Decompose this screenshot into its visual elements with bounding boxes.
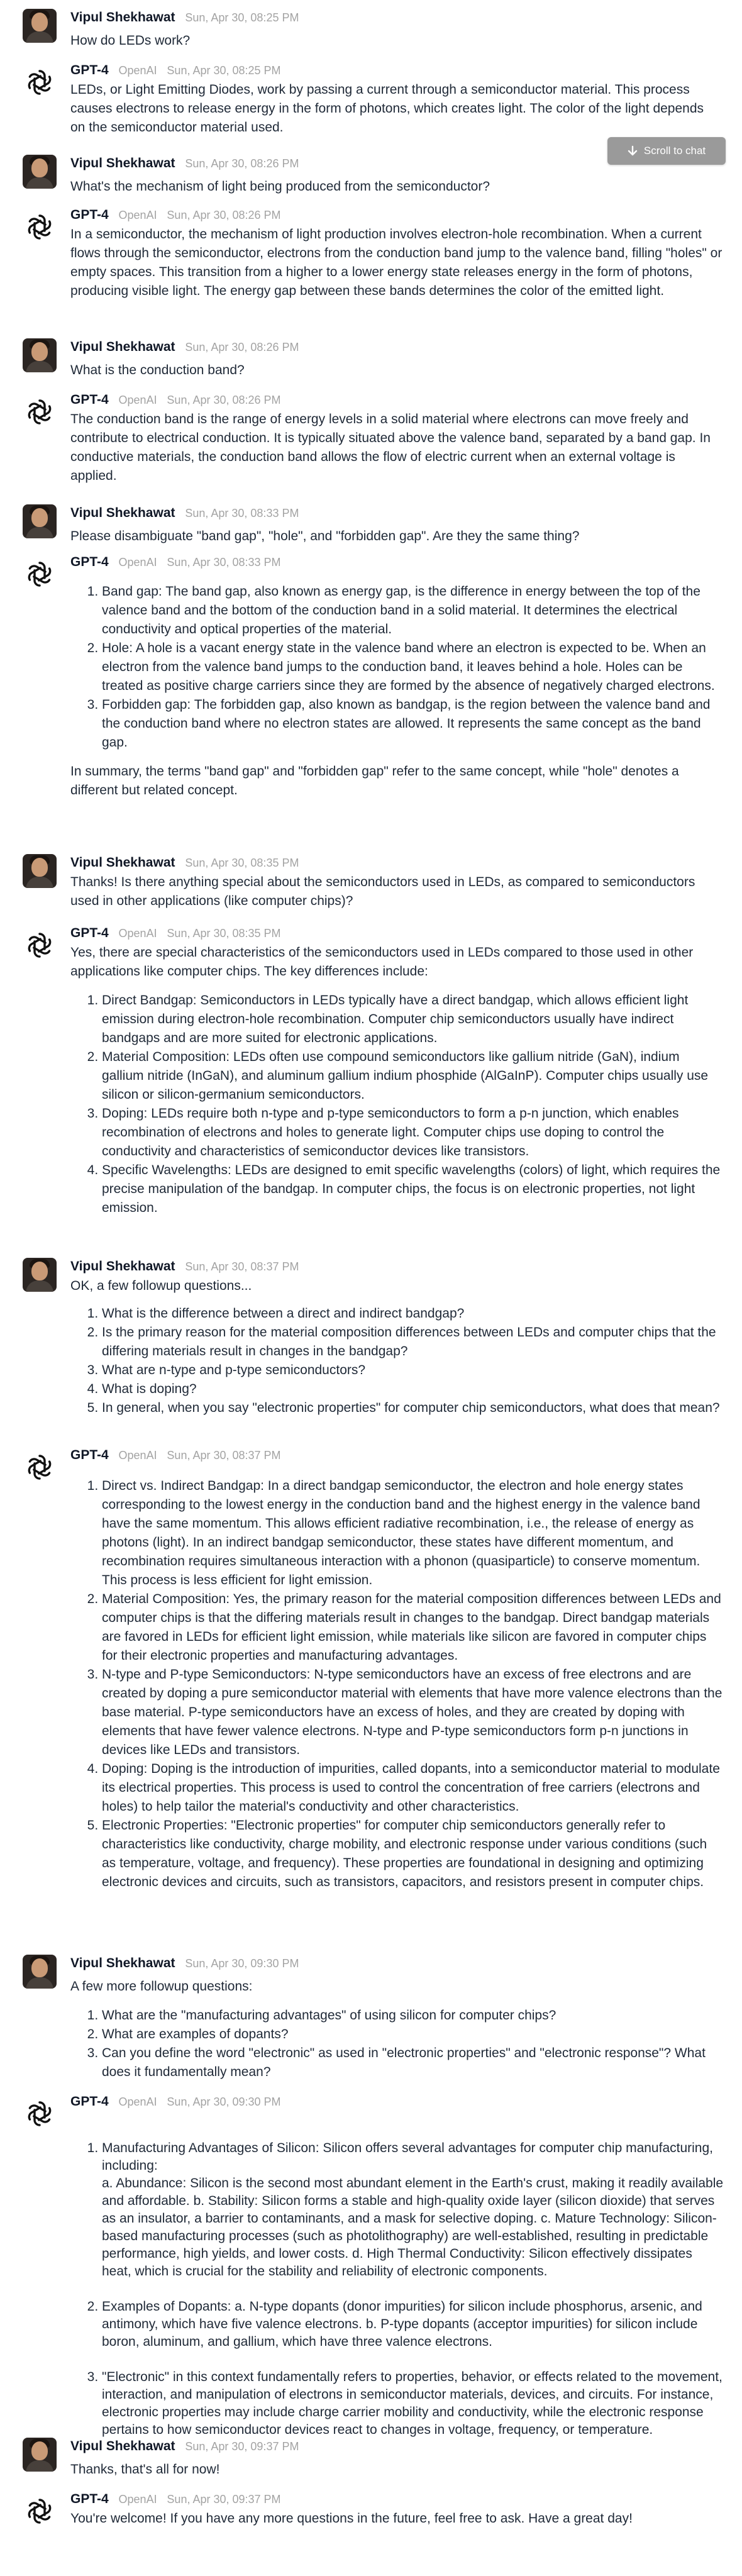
numbered-list [70,1477,724,1892]
avatar [23,1258,57,1292]
timestamp: Sun, Apr 30, 08:35 PM [185,857,299,869]
list-item: 2. Examples of Dopants: a. N-type dopants (donor impurities) for silicon include phosphorus, arsenic, and antimony, which have five valence electrons. b. P-type dopants (acceptor impurities) for silicon include boron, aluminum, and gallium, which have three valence electrons. [102,2298,724,2351]
numbered-list [70,2006,724,2082]
list-item: 2. Is the primary reason for the material composition differences between LEDs and computer chips that the differing materials result in changes in the bandgap? [102,1323,724,1361]
message-paragraph: Thanks, that's all for now! [70,2462,220,2477]
list-item: 3. Forbidden gap: The forbidden gap, also known as bandgap, is the region between the valence band and the conduction band where no electron states are allowed. It represents the same concept as the band gap. [102,696,724,752]
list-item: 2. What are examples of dopants? [102,2025,724,2044]
list-item: 1. Direct Bandgap: Semiconductors in LEDs typically have a direct bandgap, which allows efficient light emission during electron-hole recombination. Computer chip semiconductors usually have indirect bandgaps and are more suited for electronic applications. [102,991,724,1048]
message-header [70,392,281,408]
message-header [70,63,281,78]
message-paragraph: In summary, the terms "band gap" and "forbidden gap" refer to the same concept, while "hole" denotes a different but related concept. [70,764,679,797]
numbered-list [70,1304,724,1418]
arrow-down-icon [628,145,638,157]
message-body [70,527,724,546]
message-header [70,1956,299,1971]
timestamp: Sun, Apr 30, 08:37 PM [185,1260,299,1273]
timestamp: Sun, Apr 30, 08:26 PM [167,394,281,406]
list-item: 1. What is the difference between a direct and indirect bandgap? [102,1304,724,1323]
author-name: GPT-4 [70,63,109,77]
author-name: GPT-4 [70,1448,109,1462]
avatar [23,504,57,538]
author-name: GPT-4 [70,2492,109,2506]
message-header [70,10,299,25]
list-item: 4. What is doping? [102,1380,724,1399]
message-header [70,555,281,570]
list-item: 4. Specific Wavelengths: LEDs are designed to emit specific wavelengths (colors) of light, which requires the precise manipulation of the bandgap. In computer chips, the focus is on electronic properties, not light emission. [102,1161,724,1218]
author-name: GPT-4 [70,2094,109,2109]
list-item: 3. What are n-type and p-type semiconductors? [102,1361,724,1380]
message-paragraph: How do LEDs work? [70,33,191,48]
message-header [70,156,299,171]
avatar [23,1450,57,1484]
avatar [23,2097,57,2131]
scroll-to-chat-label: Scroll to chat [643,145,706,157]
author-name: Vipul Shekhawat [70,156,175,170]
message-paragraph: OK, a few followup questions... [70,1279,252,1293]
message-header [70,340,299,355]
list-item: 2. Hole: A hole is a vacant energy state in the valence band where an electron is expected to be. When an electron from the valence band jumps to the conduction band, it leaves behind a hole. Holes can be treated as positive charge carriers since they are formed by the absence of negatively charged electrons. [102,639,724,696]
list-item: 2. Material Composition: Yes, the primary reason for the material composition differences between LEDs and computer chips is that the differing materials result in changes to the bandgap. Direct bandgap materials are favored in LEDs for efficient light emission, while materials like silicon are favored in computer chips for their electronic properties and manufacturing advantages. [102,1590,724,1665]
message-paragraph: The conduction band is the range of energy levels in a solid material where electrons can move freely and contribute to electrical conduction. It is typically situated above the valence band, separated by a band gap. In conductive materials, the conduction band allows the flow of electric current when an external voltage is applied. [70,412,711,483]
openai-logo-icon [23,557,57,591]
timestamp: Sun, Apr 30, 09:30 PM [167,2096,281,2108]
author-name: Vipul Shekhawat [70,10,175,25]
message-body [70,177,724,196]
author-role: OpenAI [118,556,157,569]
avatar [23,210,57,244]
avatar [23,2438,57,2472]
timestamp: Sun, Apr 30, 09:30 PM [185,1957,299,1970]
list-item: 1. Direct vs. Indirect Bandgap: In a direct bandgap semiconductor, the electron and hole energy states corresponding to the lowest energy in the conduction band and the highest energy in the valence band have the same momentum. This allows efficient radiative recombination, i.e., the release of energy as photons (light). In an indirect bandgap semiconductor, these states have different momentum, and recombination requires simultaneous interaction with a phonon (quasiparticle) to conserve momentum. This process is less efficient for light emission. [102,1477,724,1590]
message-body [70,361,724,380]
author-name: Vipul Shekhawat [70,340,175,354]
author-name: GPT-4 [70,208,109,222]
timestamp: Sun, Apr 30, 08:37 PM [167,1449,281,1462]
message-header [70,1448,281,1463]
message-body [70,1277,724,1418]
numbered-list [70,991,724,1218]
author-name: Vipul Shekhawat [70,855,175,870]
timestamp: Sun, Apr 30, 08:26 PM [167,209,281,221]
list-item: 1. What are the "manufacturing advantages" of using silicon for computer chips? [102,2006,724,2025]
openai-logo-icon [23,928,57,962]
message-header [70,506,299,521]
numbered-list [70,582,724,752]
author-name: Vipul Shekhawat [70,506,175,520]
author-name: Vipul Shekhawat [70,1259,175,1274]
timestamp: Sun, Apr 30, 08:33 PM [185,507,299,519]
message-header [70,2094,281,2109]
message-header [70,855,299,870]
timestamp: Sun, Apr 30, 08:25 PM [167,64,281,77]
avatar [23,338,57,372]
list-item: 2. Material Composition: LEDs often use compound semiconductors like gallium nitride (GaN), indium gallium nitride (InGaN), and aluminum gallium indium phosphide (AlGaInP). Computer chips usually use silicon or silicon-germanium semiconductors. [102,1048,724,1104]
message-paragraph: LEDs, or Light Emitting Diodes, work by passing a current through a semiconductor material. This process causes electrons to release energy in the form of photons, which creates light. The color of the light depends on the semiconductor material used. [70,82,704,135]
avatar [23,928,57,962]
list-item: 3. Can you define the word "electronic" as used in "electronic properties" and "electronic response"? What does it fundamentally mean? [102,2044,724,2082]
message-body [70,2460,724,2479]
list-item: 5. In general, when you say "electronic properties" for computer chip semiconductors, what does that mean? [102,1399,724,1418]
message-header [70,2439,299,2454]
list-item: 4. Doping: Doping is the introduction of impurities, called dopants, into a semiconductor material to modulate its electrical properties. This process is used to control the concentration of free carriers (electrons and holes) to help tailor the material's conductivity and other characteristics. [102,1760,724,1816]
author-name: Vipul Shekhawat [70,2439,175,2453]
author-name: GPT-4 [70,555,109,569]
author-role: OpenAI [118,64,157,77]
list-item: 1. Manufacturing Advantages of Silicon: Silicon offers several advantages for computer chip manufacturing, including: a. Abundance: Silicon is the second most abundant element in the Earth's crust, making it readily available and affordable. b. Stability: Silicon forms a stable and high-quality oxide layer (silicon dioxide) that serves as an insulator, a barrier to contaminants, and a mask for selective doping. c. Mature Technology: Silicon-based manufacturing processes (such as photolithography) are well-established, resulting in predictable performance, high yields, and lower costs. d. High Thermal Conductivity: Silicon effectively dissipates heat, which is crucial for the stability and reliability of electronic components. [102,2140,724,2280]
openai-logo-icon [23,395,57,429]
author-role: OpenAI [118,927,157,940]
scroll-to-chat-button[interactable] [607,137,726,165]
numbered-list [70,2122,724,2457]
message-body [70,582,724,800]
author-role: OpenAI [118,209,157,221]
message-paragraph: In a semiconductor, the mechanism of light production involves electron-hole recombination. When a current flows through the semiconductor, electrons from the conduction band jump to the valence band, filling "holes" or empty spaces. This transition from a higher to a lower energy state releases energy in the form of photons, producing visible light. The energy gap between these bands determines the color of the emitted light. [70,227,723,298]
message-header [70,926,281,941]
avatar [23,155,57,189]
avatar [23,557,57,591]
avatar [23,2494,57,2528]
message-paragraph: What's the mechanism of light being produced from the semiconductor? [70,179,490,194]
author-role: OpenAI [118,2493,157,2506]
message-paragraph: Thanks! Is there anything special about the semiconductors used in LEDs, as compared to semiconductors used in other applications (like computer chips)? [70,875,695,908]
list-item: 3. "Electronic" in this context fundamentally refers to properties, behavior, or effects related to the movement, interaction, and manipulation of electrons in semiconductor materials, devices, and circuits. For instance, electronic properties may include charge carrier mobility and conductivity, while the electronic response pertains to how semiconductor devices react to changes in voltage, frequency, or temperature. [102,2368,724,2439]
list-item: 3. Doping: LEDs require both n-type and p-type semiconductors to form a p-n junction, which enables recombination of electrons and holes to generate light. Computer chips use doping to control the conductivity and characteristics of semiconductor devices like transistors. [102,1104,724,1161]
author-name: GPT-4 [70,926,109,940]
message-body [70,80,718,137]
timestamp: Sun, Apr 30, 09:37 PM [185,2440,299,2453]
avatar [23,395,57,429]
avatar [23,1955,57,1989]
list-item: 5. Electronic Properties: "Electronic properties" for computer chip semiconductors generally refer to characteristics like conductivity, charge mobility, and electronic response under various conditions (such as temperature, voltage, and frequency). These properties are foundational in designing and optimizing electronic devices and circuits, such as transistors, capacitors, and resistors present in computer chips. [102,1816,724,1892]
author-name: GPT-4 [70,392,109,407]
message-paragraph: Please disambiguate "band gap", "hole", and "forbidden gap". Are they the same thing? [70,529,580,543]
message-header [70,1259,299,1274]
message-body [70,1977,724,2082]
message-paragraph: Yes, there are special characteristics of the semiconductors used in LEDs compared to those used in other applications like computer chips. The key differences include: [70,945,694,979]
list-item: 3. N-type and P-type Semiconductors: N-type semiconductors have an excess of free electrons and are created by doping a pure semiconductor material with elements that have more valence electrons than the base material. P-type semiconductors have an excess of holes, and they are created by doping with elements that have fewer valence electrons. N-type and P-type semiconductors form p-n junctions in devices like LEDs and transistors. [102,1665,724,1760]
message-body [70,1477,724,1892]
message-paragraph: A few more followup questions: [70,1979,253,1994]
message-paragraph: You're welcome! If you have any more questions in the future, feel free to ask. Have a great day! [70,2511,633,2526]
message-body [70,31,724,50]
message-body [70,2122,724,2457]
openai-logo-icon [23,210,57,244]
timestamp: Sun, Apr 30, 09:37 PM [167,2493,281,2506]
avatar [23,9,57,43]
message-body [70,410,724,486]
avatar [23,65,57,99]
message-body [70,2509,724,2528]
message-paragraph: What is the conduction band? [70,363,245,377]
timestamp: Sun, Apr 30, 08:26 PM [185,341,299,353]
openai-logo-icon [23,2097,57,2131]
author-role: OpenAI [118,1449,157,1462]
timestamp: Sun, Apr 30, 08:26 PM [185,157,299,170]
author-role: OpenAI [118,2096,157,2108]
message-body [70,943,724,1218]
timestamp: Sun, Apr 30, 08:25 PM [185,11,299,24]
openai-logo-icon [23,65,57,99]
openai-logo-icon [23,1450,57,1484]
message-header [70,208,281,223]
openai-logo-icon [23,2494,57,2528]
list-item: 1. Band gap: The band gap, also known as energy gap, is the difference in energy between the top of the valence band and the bottom of the conduction band in a solid material. It determines the electrical conductivity and optical properties of the material. [102,582,724,639]
message-body [70,873,724,911]
message-body [70,225,724,301]
author-role: OpenAI [118,394,157,406]
author-name: Vipul Shekhawat [70,1956,175,1970]
avatar [23,854,57,888]
timestamp: Sun, Apr 30, 08:33 PM [167,556,281,569]
timestamp: Sun, Apr 30, 08:35 PM [167,927,281,940]
message-header [70,2492,281,2507]
